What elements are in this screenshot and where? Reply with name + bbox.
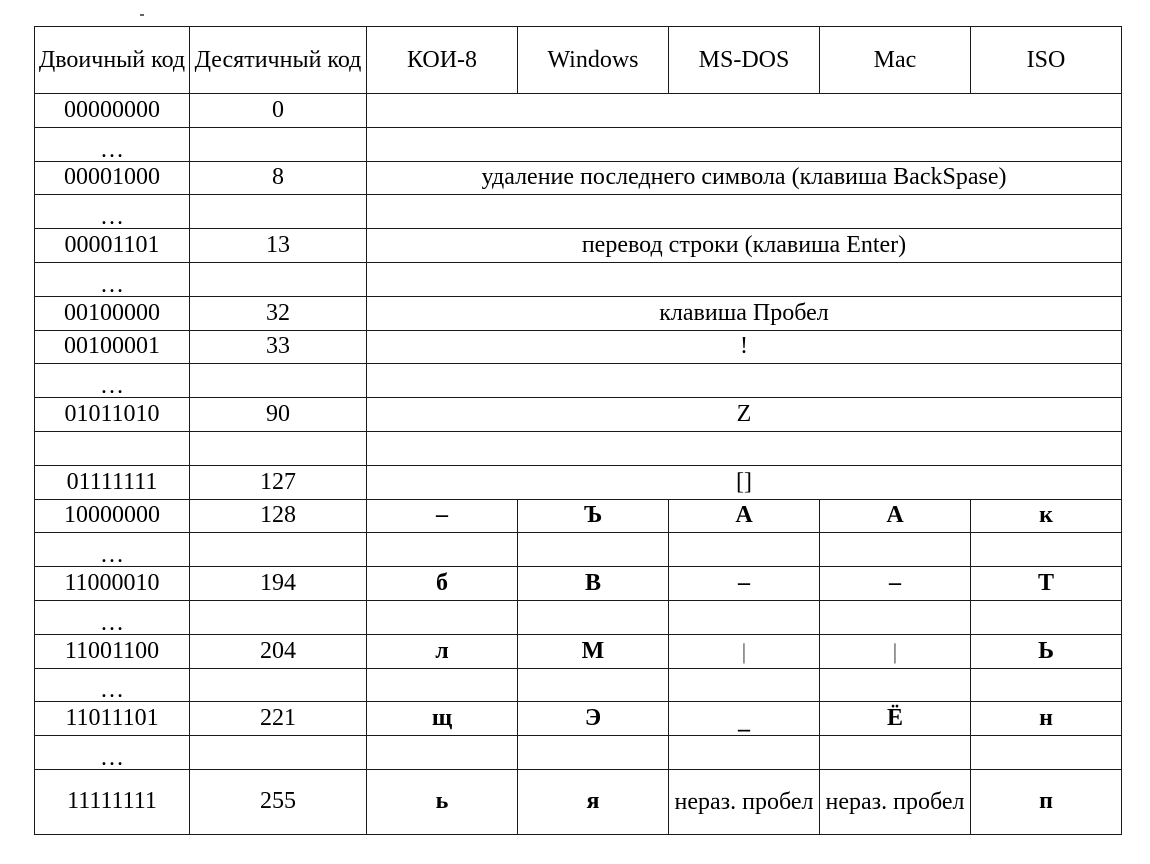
windows-cell [518,736,669,770]
binary-cell: 11001100 [35,634,190,668]
decimal-cell: 128 [190,499,367,533]
iso-cell: Т [971,567,1122,601]
binary-cell: 00000000 [35,94,190,128]
binary-cell: 01111111 [35,465,190,499]
decimal-cell: 32 [190,296,367,330]
binary-cell: 11111111 [35,769,190,834]
mac-cell [820,533,971,567]
windows-cell: В [518,567,669,601]
merged-cell [367,262,1122,296]
table-row [35,736,1122,770]
koi8-cell [367,533,518,567]
binary-cell: … [35,364,190,398]
binary-cell: … [35,533,190,567]
windows-cell [518,600,669,634]
merged-cell [367,431,1122,465]
binary-cell: … [35,668,190,702]
msdos-cell [669,600,820,634]
decimal-cell: 127 [190,465,367,499]
table-row [35,668,1122,702]
msdos-cell: нераз. пробел [669,769,820,834]
merged-cell: удаление последнего символа (клавиша BackSpase) [367,161,1122,195]
koi8-cell [367,600,518,634]
iso-cell [971,736,1122,770]
merged-cell [367,127,1122,161]
stray-mark [140,14,144,16]
table-row [35,262,1122,296]
merged-cell: перевод строки (клавиша Enter) [367,229,1122,263]
mac-cell: Ё [820,702,971,736]
header-koi8: КОИ-8 [367,27,518,94]
merged-cell [367,364,1122,398]
binary-cell: 00100000 [35,296,190,330]
mac-cell [820,668,971,702]
merged-cell: Z [367,398,1122,432]
binary-cell: 00100001 [35,330,190,364]
decimal-cell [190,736,367,770]
mac-cell: – [820,567,971,601]
merged-cell: ! [367,330,1122,364]
merged-cell: клавиша Пробел [367,296,1122,330]
iso-cell: н [971,702,1122,736]
merged-cell: [] [367,465,1122,499]
windows-cell: Э [518,702,669,736]
table-row [35,600,1122,634]
merged-cell [367,94,1122,128]
windows-cell: Ъ [518,499,669,533]
decimal-cell [190,262,367,296]
msdos-cell: _ [669,702,820,736]
decimal-cell [190,600,367,634]
binary-cell: … [35,262,190,296]
windows-cell: М [518,634,669,668]
mac-cell: | [820,634,971,668]
header-mac: Mac [820,27,971,94]
iso-cell [971,668,1122,702]
koi8-cell [367,668,518,702]
koi8-cell [367,736,518,770]
msdos-cell: А [669,499,820,533]
decimal-cell: 8 [190,161,367,195]
encoding-table [34,26,1122,835]
decimal-cell: 90 [190,398,367,432]
decimal-cell: 255 [190,769,367,834]
table-row [35,465,1122,499]
decimal-cell: 204 [190,634,367,668]
table-row [35,398,1122,432]
msdos-cell [669,533,820,567]
header-windows: Windows [518,27,669,94]
msdos-cell [669,736,820,770]
decimal-cell: 221 [190,702,367,736]
binary-cell: 11011101 [35,702,190,736]
decimal-cell: 0 [190,94,367,128]
iso-cell [971,600,1122,634]
decimal-cell: 194 [190,567,367,601]
binary-cell: 00001000 [35,161,190,195]
koi8-cell: б [367,567,518,601]
iso-cell: к [971,499,1122,533]
decimal-cell [190,431,367,465]
binary-cell: … [35,736,190,770]
table-row [35,634,1122,668]
table-row [35,499,1122,533]
binary-cell: … [35,600,190,634]
binary-cell: 01011010 [35,398,190,432]
binary-cell: 00001101 [35,229,190,263]
binary-cell: … [35,127,190,161]
binary-cell: 10000000 [35,499,190,533]
binary-cell: … [35,195,190,229]
table-row [35,296,1122,330]
merged-cell [367,195,1122,229]
header-decimal: Десятичный код [190,27,367,94]
header-row [35,27,1122,94]
koi8-cell: л [367,634,518,668]
windows-cell [518,668,669,702]
header-binary: Двоичный код [35,27,190,94]
koi8-cell: – [367,499,518,533]
mac-cell: А [820,499,971,533]
mac-cell [820,736,971,770]
table-row [35,702,1122,736]
koi8-cell: ь [367,769,518,834]
windows-cell [518,533,669,567]
table-row [35,229,1122,263]
koi8-cell: щ [367,702,518,736]
mac-cell: нераз. пробел [820,769,971,834]
windows-cell: я [518,769,669,834]
decimal-cell [190,127,367,161]
table-row [35,127,1122,161]
iso-cell: п [971,769,1122,834]
table-row [35,431,1122,465]
header-iso: ISO [971,27,1122,94]
table-row [35,567,1122,601]
table-row [35,195,1122,229]
table-row [35,94,1122,128]
table-row [35,330,1122,364]
iso-cell: Ь [971,634,1122,668]
decimal-cell [190,668,367,702]
table-row [35,161,1122,195]
header-msdos: MS-DOS [669,27,820,94]
decimal-cell: 33 [190,330,367,364]
msdos-cell: – [669,567,820,601]
table-row [35,364,1122,398]
mac-cell [820,600,971,634]
binary-cell: 11000010 [35,567,190,601]
iso-cell [971,533,1122,567]
decimal-cell: 13 [190,229,367,263]
table-row [35,769,1122,834]
binary-cell [35,431,190,465]
decimal-cell [190,364,367,398]
decimal-cell [190,533,367,567]
msdos-cell [669,668,820,702]
msdos-cell: | [669,634,820,668]
decimal-cell [190,195,367,229]
table-row [35,533,1122,567]
